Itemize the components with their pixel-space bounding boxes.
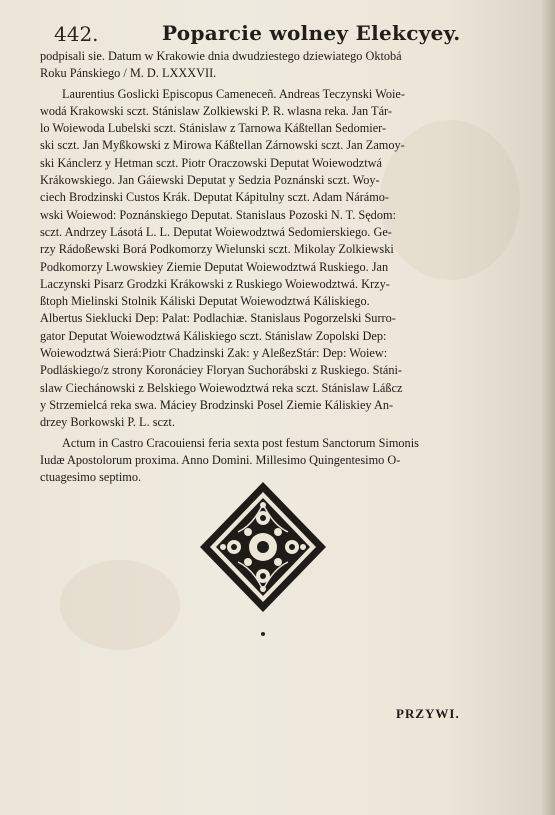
text-line: lo Woiewoda Lubelski sczt. Stánislaw z Tarnowa Káßtellan Sedomier- [40,121,387,136]
ink-dot [261,632,265,636]
text-line: slaw Ciechánowski z Belskiego Woiewodztwá reka sczt. Stánislaw Láßcz [40,380,403,395]
text-line: ski Kánclerz y Hetman sczt. Piotr Oraczowski Deputat Woiewodztwá [40,155,382,170]
text-line: sczt. Andrzey Lásotá L. L. Deputat Woiewodztwá Sedomierskiego. Ge- [40,224,392,239]
text-line: Podkomorzy Lwowskiey Ziemie Deputat Woiewodztwá Ruskiego. Jan [40,259,389,274]
text-line: wodá Krakowski sczt. Stánislaw Zolkiewski P. R. wlasna reka. Jan Tár- [40,103,392,118]
paragraph [40,86,500,432]
text-line: Laczynski Pisarz Grodzki Krákowski z Ruskiego Woiewodztwá. Krzy- [40,276,390,291]
text-line: drzey Borkowski P. L. sczt. [40,415,175,430]
running-title: Poparcie wolney Elekcyey. [162,21,461,45]
text-line: rzy Rádoßewski Borá Podkomorzy Wielunski sczt. Mikolay Zolkiewski [40,242,394,257]
page-edge-shadow [541,0,555,815]
text-line: ski sczt. Jan Myßkowski z Mirowa Káßtellan Zárnowski sczt. Jan Zamoy- [40,138,405,153]
printer-ornament [198,480,328,614]
text-line: Krákowskiego. Jan Gáiewski Deputat y Sedzia Poznánski sczt. Woy- [40,173,380,188]
paper-stain [60,560,180,650]
paragraph [40,48,500,83]
text-line: ctuagesimo septimo. [40,470,142,485]
text-line: Albertus Sieklucki Dep: Palat: Podlachiæ. Stanislaus Pogorzelski Surro- [40,311,396,326]
text-line: Roku Pánskiego / M. D. LXXXVII. [40,66,217,81]
text-line: Iudæ Apostolorum proxima. Anno Domini. Millesimo Quingentesimo O- [40,452,401,467]
text-line: Woiewodztwá Sierá:Piotr Chadzinski Zak: y AleßezStár: Dep: Woiew: [40,346,388,361]
catchword: PRZYWI. [396,706,460,721]
text-line: Actum in Castro Cracouiensi feria sexta post festum Sanctorum Simonis [62,435,419,450]
text-line: Laurentius Goslicki Episcopus Cameneceñ. Andreas Teczynski Woie- [62,86,405,101]
text-line: ßtoph Mielinski Stolnik Káliski Deputat Woiewodztwá Káliskiego. [40,294,370,309]
text-line: gator Deputat Woiewodztwá Káliskiego sczt. Stánislaw Zopolski Dep: [40,328,387,343]
page-number: 442. [54,22,99,46]
text-line: wski Woiewod: Poznánskiego Deputat. Stanislaus Pozoski N. T. Sędom: [40,207,396,222]
paragraph [40,435,500,487]
text-line: ciech Brodzinski Custos Krák. Deputat Kápitulny sczt. Adam Nárámo- [40,190,390,205]
text-line: Podláskiego/z strony Koronáciey Floryan Suchorábski z Ruskiego. Stáni- [40,363,403,378]
page-header [54,22,524,48]
body-text [40,48,500,489]
text-line: podpisali sie. Datum w Krakowie dnia dwudziestego dziewiatego Oktobá [40,49,402,63]
text-line: y Strzemielcá reka swa. Máciey Brodzinski Posel Ziemie Káliskiey An- [40,397,394,412]
